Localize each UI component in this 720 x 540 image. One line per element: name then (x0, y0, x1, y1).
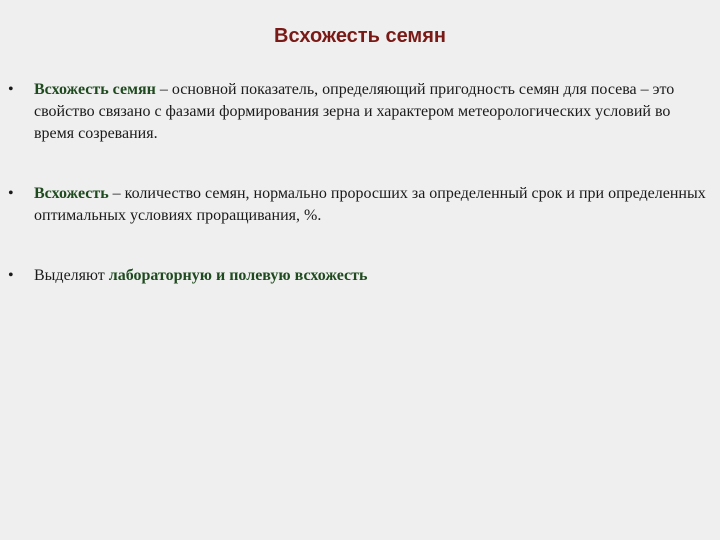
bullet-marker: • (8, 81, 14, 98)
bullet-body: – количество семян, нормально проросших за определенный срок и при определенных оптимальных условиях проращивания, %. (34, 185, 706, 224)
bullet-marker: • (8, 267, 14, 284)
bullet-body: – основной показатель, определяющий пригодность семян для посева – это свойство связано с фазами формирования зерна и характером метеорологических условий во время созревания. (34, 81, 675, 142)
bullet-marker: • (8, 185, 14, 202)
term-highlight: Всхожесть (34, 185, 109, 202)
bullet-text (34, 79, 714, 145)
bullet-lead: Выделяют (34, 267, 109, 284)
term-highlight: Всхожесть семян (34, 81, 156, 98)
bullet-text (34, 183, 714, 227)
bullet-text (34, 265, 714, 287)
term-highlight: лабораторную и полевую всхожесть (108, 267, 368, 284)
slide-title: Всхожесть семян (274, 25, 446, 47)
